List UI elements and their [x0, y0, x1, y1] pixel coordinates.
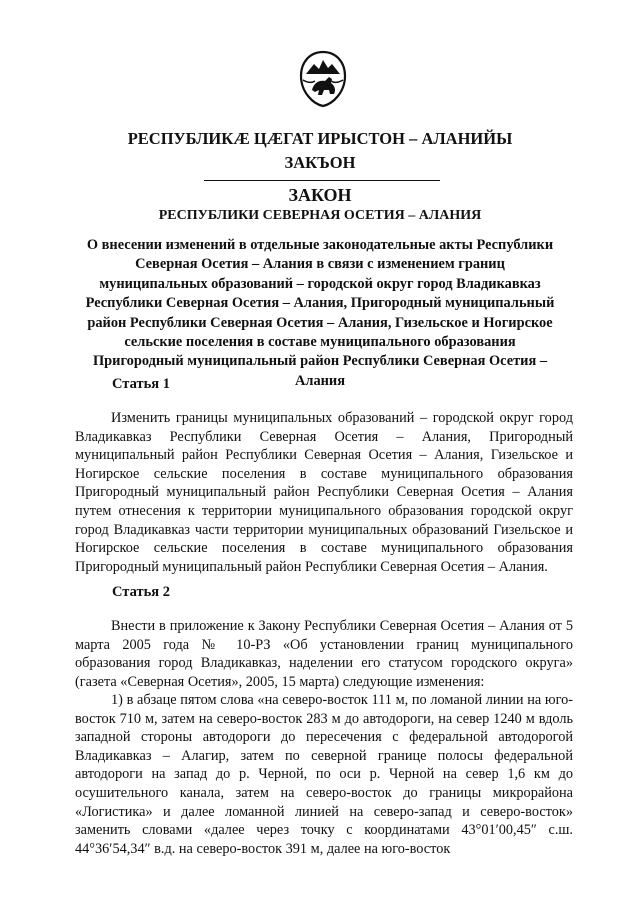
law-word-ossetian: ЗАКЪОН: [284, 153, 356, 172]
coat-of-arms-icon: [298, 50, 348, 108]
article-2-intro: Внести в приложение к Закону Республики Северная Осетия – Алания от 5 марта 2005 года № 10-РЗ «Об установлении границ муниципального образования город Владикавказ, наделении его статусом городского округа» (газета «Северная Осетия», 2005, 15 марта) следующие изменения:: [75, 618, 573, 690]
law-subtitle: РЕСПУБЛИКИ СЕВЕРНАЯ ОСЕТИЯ – АЛАНИЯ: [158, 208, 482, 223]
law-title: ЗАКОН: [288, 185, 352, 205]
article-2-item-1: 1) в абзаце пятом слова «на северо-восток 111 м, по ломаной линии на юго-восток 710 м, затем на северо-восток 283 м до автодороги, на север 1240 м вдоль западной стороны автодороги до пересечения с федеральной автодорогой Владикавказ – Алагир, затем по северной границе полосы федеральной автодороги на запад до р. Черной, по оси р. Черной на север 1,6 км до осушительного канала, затем на северо-восток до границы микрорайона «Логистика» и далее ломанной линией на северо-запад и северо-восток» заменить словами «далее через точку с координатами 43°01′00,45″ с.ш. 44°36′54,34″ в.д. на северо-восток 391 м, далее на юго-восток: [75, 692, 573, 857]
article-1-heading: Статья 1: [112, 376, 170, 392]
header-divider: [204, 180, 440, 181]
header-ossetian: [0, 129, 640, 173]
article-1-text: Изменить границы муниципальных образований – городской округ город Владикавказ Республики Северная Осетия – Алания, Пригородный муниципальный район Республики Северная Осетия – Алания, Гизельское и Ногирское сельские поселения в составе муниципального образования Пригородный муниципальный район Республики Северная Осетия – Алания путем отнесения к территории муниципального образования городской округ город Владикавказ части территории муниципальных образований Гизельское и Ногирское сельские поселения в составе муниципального образования Пригородный муниципальный район Республики Северная Осетия – Алания.: [75, 410, 573, 575]
law-subject-title: О внесении изменений в отдельные законодательные акты Республики Северная Осетия – Алания в связи с изменением границ муниципальных образований – городской округ город Владикавказ Республики Северная Осетия – Алания, Пригородный муниципальный район Республики Северная Осетия – Алания, Гизельское и Ногирское сельские поселения в составе муниципального образования Пригородный муниципальный район Республики Северная Осетия – Алания: [85, 237, 555, 389]
article-2-heading: Статья 2: [112, 584, 170, 600]
republic-name-ossetian: РЕСПУБЛИКӔ ЦӔГАТ ИРЫСТОН – АЛАНИЙЫ: [127, 129, 513, 148]
